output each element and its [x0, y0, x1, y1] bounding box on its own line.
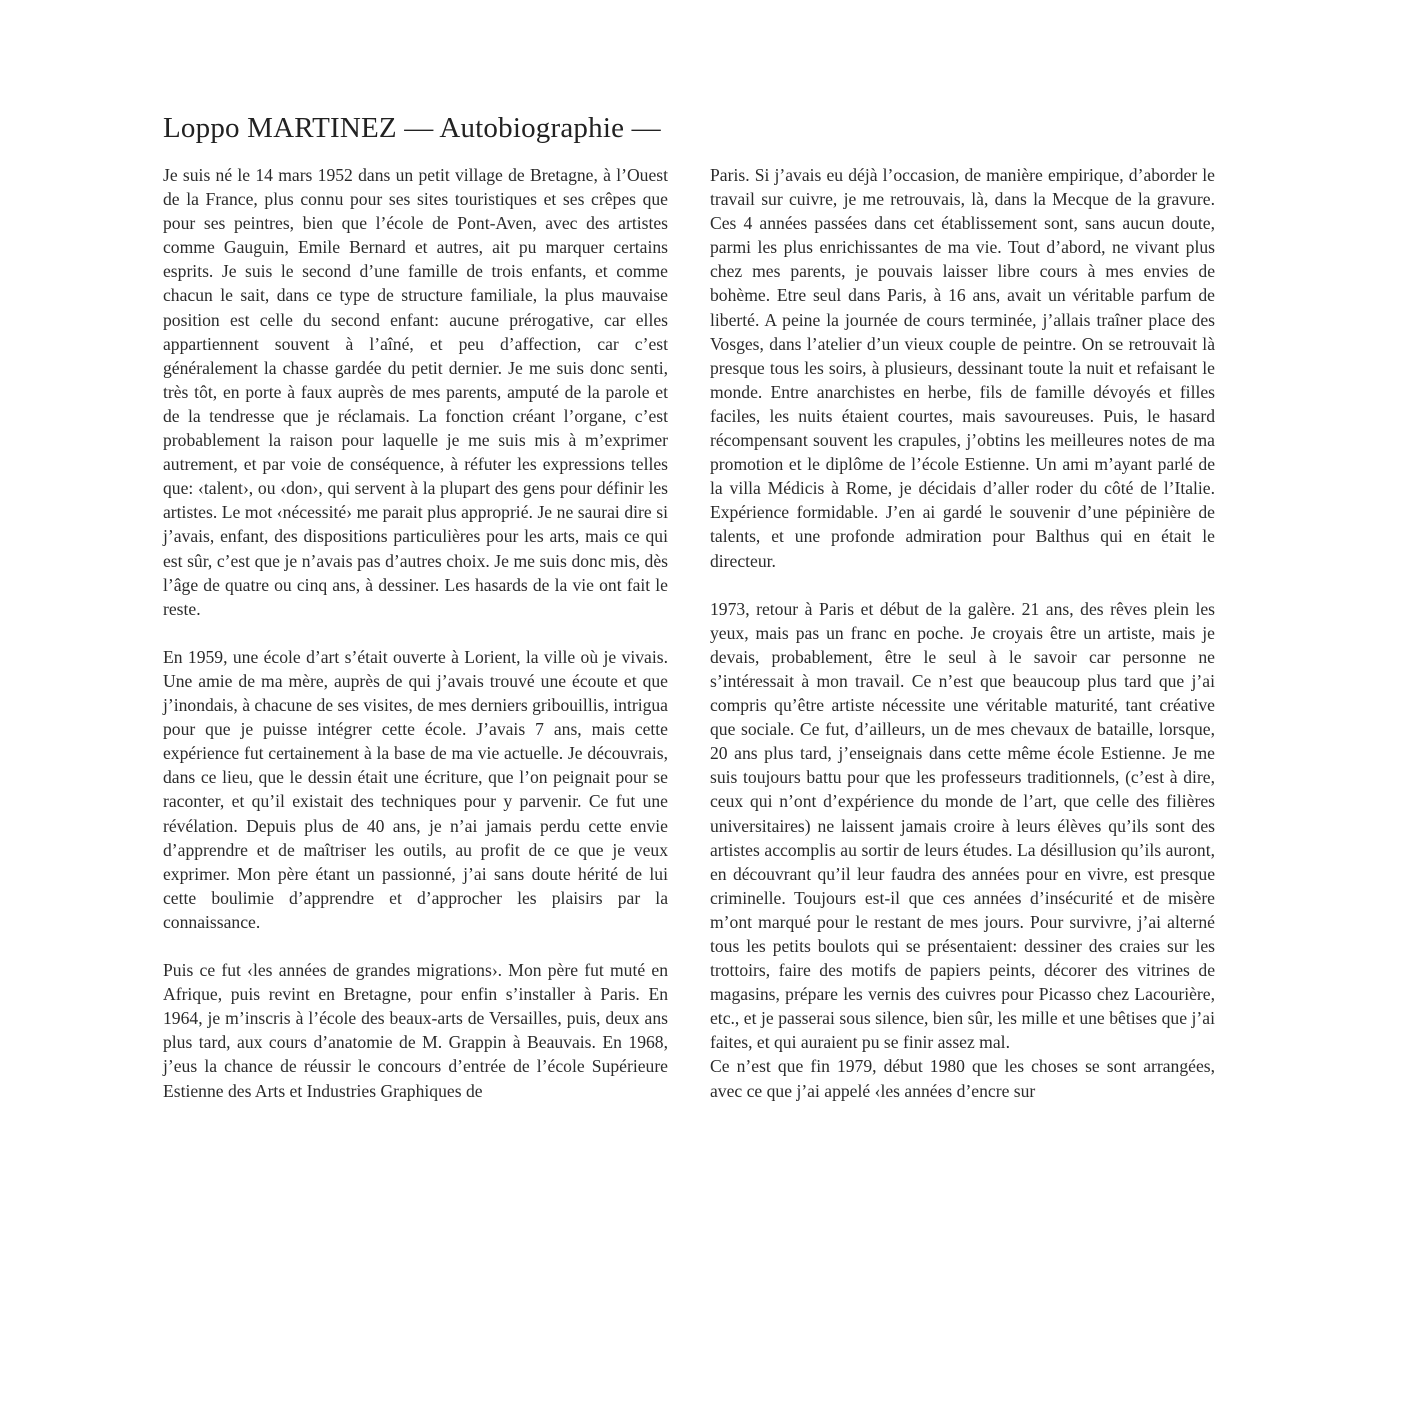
- text-column-right: [710, 163, 1215, 1103]
- paragraph: 1973, retour à Paris et début de la galère. 21 ans, des rêves plein les yeux, mais pas un franc en poche. Je croyais être un artiste, mais je devais, probablement, être le seul à le savoir car personne ne s’intéressait à mon travail. Ce n’est que beaucoup plus tard que j’ai compris qu’être artiste nécessite une véritable maturité, tant créative que sociale. Ce fut, d’ailleurs, un de mes chevaux de bataille, lorsque, 20 ans plus tard, j’enseignais dans cette même école Estienne. Je me suis toujours battu pour que les professeurs traditionnels, (c’est à dire, ceux qui n’ont d’expérience du monde de l’art, que celle des filières universitaires) ne laissent jamais croire à leurs élèves qu’ils sont des artistes accomplis au sortir de leurs études. La désillusion qu’ils auront, en découvrant qu’il leur faudra des années pour en vivre, est presque criminelle. Toujours est-il que ces années d’insécurité et de misère m’ont marqué pour le restant de mes jours. Pour survivre, j’ai alterné tous les petits boulots qui se présentaient: dessiner des craies sur les trottoirs, faire des motifs de papiers peints, décorer des vitrines de magasins, prépare les vernis des cuivres pour Picasso chez Lacourière, etc., et je passerai sous silence, bien sûr, les mille et une bêtises que j’ai faites, et qui auraient pu se finir assez mal.: [710, 598, 1215, 1053]
- text-column-left: [163, 163, 668, 1103]
- paragraph: Paris. Si j’avais eu déjà l’occasion, de manière empirique, d’aborder le travail sur cuivre, je me retrouvais, là, dans la Mecque de la gravure. Ces 4 années passées dans cet établissement sont, sans aucun doute, parmi les plus enrichissantes de ma vie. Tout d’abord, ne vivant plus chez mes parents, je pouvais laisser libre cours à mes envies de bohème. Etre seul dans Paris, à 16 ans, avait un véritable parfum de liberté. A peine la journée de cours terminée, j’allais traîner place des Vosges, dans l’atelier d’un vieux couple de peintre. On se retrouvait là presque tous les soirs, à plusieurs, dessinant toute la nuit et refaisant le monde. Entre anarchistes en herbe, fils de famille dévoyés et filles faciles, les nuits étaient courtes, mais savoureuses. Puis, le hasard récompensant souvent les crapules, j’obtins les meilleures notes de ma promotion et le diplôme de l’école Estienne. Un ami m’ayant parlé de la villa Médicis à Rome, je décidais d’aller roder du côté de l’Italie. Expérience formidable. J’en ai gardé le souvenir d’une pépinière de talents, et une profonde admiration pour Balthus qui en était le directeur.: [710, 165, 1215, 571]
- paragraph: En 1959, une école d’art s’était ouverte à Lorient, la ville où je vivais. Une amie de ma mère, auprès de qui j’avais trouvé une écoute et que j’inondais, à chacune de ses visites, de mes derniers gribouillis, intrigua pour que je puisse intégrer cette école. J’avais 7 ans, mais cette expérience fut certainement à la base de ma vie actuelle. Je découvrais, dans ce lieu, que le dessin était une écriture, que l’on peignait pour se raconter, et qu’il existait des techniques pour y parvenir. Ce fut une révélation. Depuis plus de 40 ans, je n’ai jamais perdu cette envie d’apprendre et de maîtriser les outils, au profit de ce que je veux exprimer. Mon père étant un passionné, j’ai sans doute hérité de lui cette boulimie d’apprendre et d’approcher les plaisirs par la connaissance.: [163, 646, 668, 932]
- page-title: Loppo MARTINEZ — Autobiographie —: [163, 112, 661, 144]
- paragraph: Ce n’est que fin 1979, début 1980 que les choses se sont arrangées, avec ce que j’ai appelé ‹les années d’encre sur: [710, 1056, 1215, 1101]
- paragraph: Je suis né le 14 mars 1952 dans un petit village de Bretagne, à l’Ouest de la France, plus connu pour ses sites touristiques et ses crêpes que pour ses peintres, bien que l’école de Pont-Aven, avec des artistes comme Gauguin, Emile Bernard et autres, ait pu marquer certains esprits. Je suis le second d’une famille de trois enfants, et comme chacun le sait, dans ce type de structure familiale, la plus mauvaise position est celle du second enfant: aucune prérogative, car elles appartiennent souvent à l’aîné, et peu d’affection, car c’est généralement la chasse gardée du petit dernier. Je me suis donc senti, très tôt, en porte à faux auprès de mes parents, amputé de la parole et de la tendresse que je réclamais. La fonction créant l’organe, c’est probablement la raison pour laquelle je me suis mis à m’exprimer autrement, et par voie de conséquence, à réfuter les expressions telles que: ‹talent›, ou ‹don›, qui servent à la plupart des gens pour définir les artistes. Le mot ‹nécessité› me parait plus approprié. Je ne saurai dire si j’avais, enfant, des dispositions particulières pour les arts, mais ce qui est sûr, c’est que je n’avais pas d’autres choix. Je me suis donc mis, dès l’âge de quatre ou cinq ans, à dessiner. Les hasards de la vie ont fait le reste.: [163, 165, 668, 619]
- paragraph: Puis ce fut ‹les années de grandes migrations›. Mon père fut muté en Afrique, puis revint en Bretagne, pour enfin s’installer à Paris. En 1964, je m’inscris à l’école des beaux-arts de Versailles, puis, deux ans plus tard, aux cours d’anatomie de M. Grappin à Beauvais. En 1968, j’eus la chance de réussir le concours d’entrée de l’école Supérieure Estienne des Arts et Industries Graphiques de: [163, 960, 668, 1101]
